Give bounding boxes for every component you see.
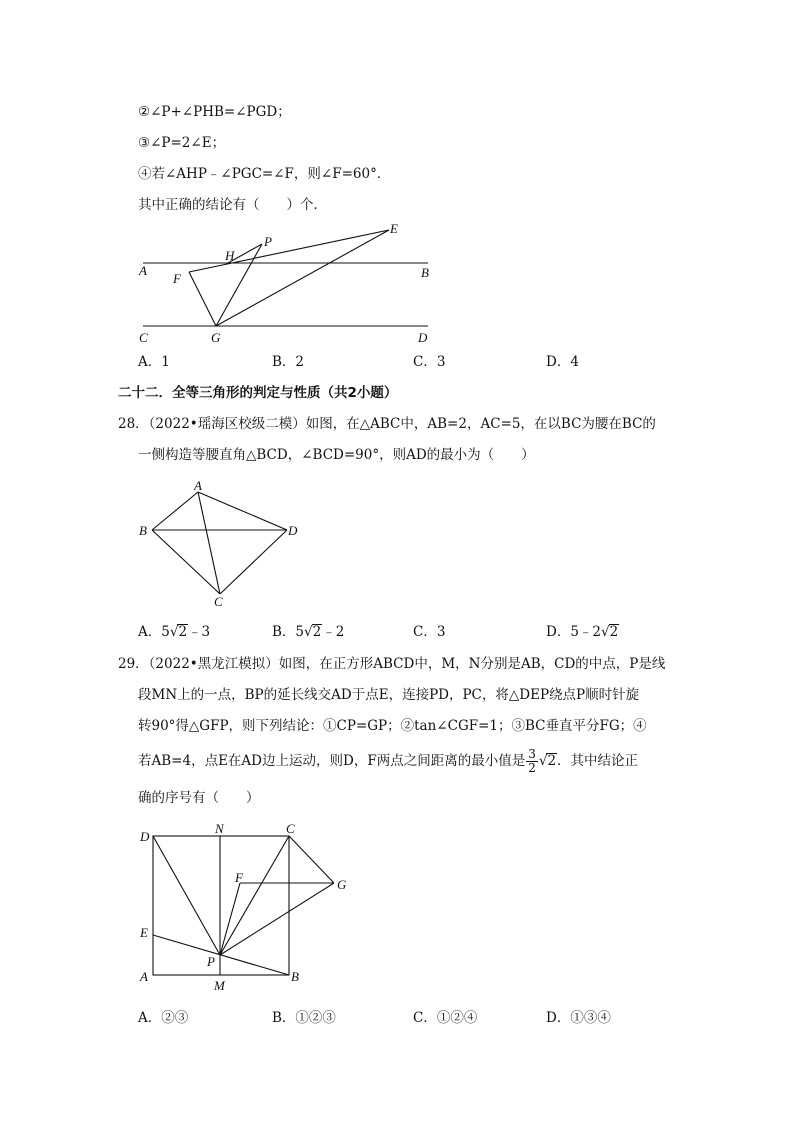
q27-statement-2: ②∠P+∠PHB=∠PGD；	[138, 104, 291, 120]
q28-label-d: D	[288, 523, 298, 538]
q27-label-h: H	[225, 248, 235, 263]
q28-option-b: B．5√2﹣2	[272, 624, 345, 640]
q29-label-m: M	[214, 978, 225, 993]
q28-label-b: B	[139, 523, 147, 538]
q29-line-1: 29．（2022•黑龙江模拟）如图，在正方形ABCD中，M，N分别是AB，CD的中点，P是线	[118, 656, 666, 672]
q29-label-c: C	[286, 821, 295, 836]
q29-label-e: E	[140, 925, 148, 940]
q29-option-a: A．②③	[138, 1010, 189, 1026]
q29-line-4-suffix: ．其中结论正	[557, 753, 639, 769]
q27-statement-4: ④若∠AHP﹣∠PGC=∠F，则∠F=60°．	[138, 166, 391, 182]
q29-line-2: 段MN上的一点，BP的延长线交AD于点E，连接PD，PC，将△DEP绕点P顺时针旋	[138, 687, 640, 703]
segment-pd	[153, 836, 220, 955]
q28-option-a-suffix: ﹣3	[188, 624, 211, 640]
q29-label-n: N	[215, 821, 224, 836]
q29-option-d: D．①③④	[546, 1010, 611, 1026]
q28-option-b-prefix: B．5	[272, 624, 305, 640]
q28-option-d: D．5﹣2√2	[546, 624, 619, 640]
q29-option-b: B．①②③	[272, 1010, 336, 1026]
q27-option-d: D．4	[546, 354, 579, 370]
q28-option-a: A．5√2﹣3	[138, 624, 211, 640]
q28-line-1: 28．（2022•瑶海区校级二模）如图，在△ABC中，AB=2，AC=5，在以BC为腰在BC的	[118, 416, 656, 432]
fraction-denominator: 2	[528, 761, 536, 775]
section-heading: 二十二．全等三角形的判定与性质（共2小题）	[118, 385, 398, 401]
segment-cg	[289, 836, 334, 883]
q28-option-b-radicand: 2	[312, 624, 322, 640]
q27-prompt: 其中正确的结论有（ ）个．	[138, 197, 327, 213]
fraction-numerator: 3	[528, 747, 536, 761]
q27-option-c: C．3	[413, 354, 446, 370]
q29-line-4: 若AB=4，点E在AD边上运动，则D，F两点之间距离的最小值是 $\frac{3}{2}$ √2．其中结论正	[138, 747, 639, 775]
q29-option-c: C．①②④	[413, 1010, 478, 1026]
q27-label-e: E	[390, 221, 398, 236]
segment-pc	[220, 836, 289, 955]
q27-option-b: B．2	[272, 354, 305, 370]
q27-label-f: F	[173, 271, 181, 286]
q29-line-4-prefix: 若AB=4，点E在AD边上运动，则D，F两点之间距离的最小值是	[138, 753, 526, 769]
q27-label-c: C	[139, 330, 148, 345]
q28-label-c: C	[214, 594, 223, 609]
q28-label-a: A	[194, 478, 202, 493]
q28-option-a-prefix: A．5	[138, 624, 170, 640]
q28-option-b-suffix: ﹣2	[322, 624, 345, 640]
q29-label-a: A	[140, 969, 148, 984]
q29-radicand: 2	[547, 753, 557, 769]
q27-option-a: A．1	[138, 354, 170, 370]
q27-label-p: P	[264, 234, 272, 249]
q29-line-5: 确的序号有（ ）	[138, 790, 260, 806]
q29-label-g: G	[337, 877, 347, 892]
q28-line-2: 一侧构造等腰直角△BCD，∠BCD=90°，则AD的最小为（ ）	[138, 447, 535, 463]
q28-option-c: C．3	[413, 624, 446, 640]
q27-label-g: G	[211, 330, 221, 345]
q28-option-d-prefix: D．5﹣2	[546, 624, 602, 640]
q29-label-d: D	[140, 829, 150, 844]
q29-label-f: F	[235, 870, 243, 885]
q28-option-d-radicand: 2	[609, 624, 619, 640]
q27-label-a: A	[139, 263, 147, 278]
q29-label-p: P	[207, 954, 215, 969]
q29-line-3: 转90°得△GFP，则下列结论：①CP=GP；②tan∠CGF=1；③BC垂直平分FG；④	[138, 718, 647, 734]
q27-label-b: B	[421, 265, 429, 280]
q27-statement-3: ③∠P=2∠E；	[138, 135, 226, 151]
q28-option-a-radicand: 2	[178, 624, 188, 640]
q29-label-b: B	[291, 969, 299, 984]
q27-label-d: D	[418, 330, 428, 345]
